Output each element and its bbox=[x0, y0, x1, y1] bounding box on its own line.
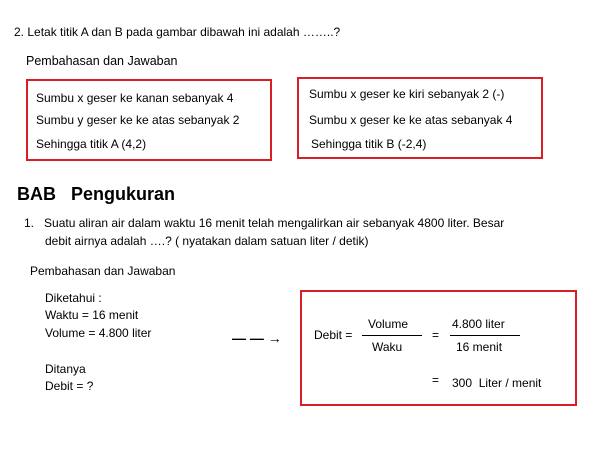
value-denominator: 16 menit bbox=[456, 340, 503, 354]
section-title: BAB Pengukuran bbox=[17, 184, 176, 204]
fraction-denominator: Waku bbox=[372, 340, 403, 354]
box-b-line-2: Sumbu x geser ke ke atas sebanyak 4 bbox=[309, 113, 513, 127]
answer-box-point-a bbox=[26, 79, 272, 161]
equals-sign-2: = bbox=[432, 373, 440, 387]
debit-label: Debit = bbox=[314, 328, 353, 342]
box-a-line-1: Sumbu x geser ke kanan sebanyak 4 bbox=[36, 91, 234, 105]
value-numerator: 4.800 liter bbox=[452, 317, 505, 331]
dashed-arrow: — — → bbox=[232, 330, 282, 346]
result-value: 300 Liter / menit bbox=[452, 376, 542, 390]
known-title: Diketahui : bbox=[45, 291, 102, 305]
fraction-numerator: Volume bbox=[368, 317, 409, 331]
question-2-text: 2. Letak titik A dan B pada gambar dibawah ini adalah ……..? bbox=[14, 25, 341, 39]
formula-box bbox=[300, 290, 577, 406]
equals-sign-1: = bbox=[432, 328, 440, 342]
known-time: Waktu = 16 menit bbox=[45, 308, 139, 322]
box-b-line-1: Sumbu x geser ke kiri sebanyak 2 (-) bbox=[309, 87, 505, 101]
question-1-line-1: 1. Suatu aliran air dalam waktu 16 menit telah mengalirkan air sebanyak 4800 liter. Besar bbox=[24, 216, 505, 230]
box-a-line-3: Sehingga titik A (4,2) bbox=[36, 137, 147, 151]
box-a-line-2: Sumbu y geser ke ke atas sebanyak 2 bbox=[36, 113, 240, 127]
question-1-line-2: debit airnya adalah ….? ( nyatakan dalam satuan liter / detik) bbox=[45, 234, 369, 248]
fraction-line-2 bbox=[450, 335, 520, 336]
q2-heading: Pembahasan dan Jawaban bbox=[26, 54, 178, 68]
fraction-line-1 bbox=[362, 335, 422, 336]
box-b-line-3: Sehingga titik B (-2,4) bbox=[311, 137, 427, 151]
known-volume: Volume = 4.800 liter bbox=[45, 326, 152, 340]
bab-heading: Pembahasan dan Jawaban bbox=[30, 264, 176, 278]
asked-value: Debit = ? bbox=[45, 379, 94, 393]
answer-box-point-b bbox=[297, 77, 543, 159]
asked-title: Ditanya bbox=[45, 362, 86, 376]
